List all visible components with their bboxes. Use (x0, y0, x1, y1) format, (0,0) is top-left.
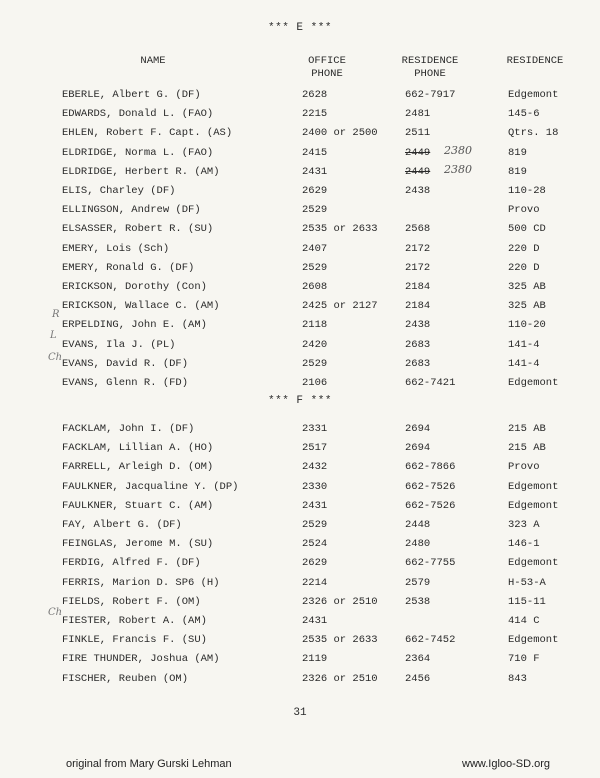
entry-residence: Edgemont (508, 557, 559, 570)
entry-name: FEINGLAS, Jerome M. (SU) (62, 538, 214, 551)
entry-name: ELDRIDGE, Norma L. (FAO) (62, 146, 214, 159)
page-number: 31 (293, 707, 307, 719)
entry-residence: Provo (508, 204, 540, 217)
directory-row (0, 319, 600, 339)
entry-office-phone: 2425 or 2127 (302, 300, 378, 313)
directory-row (0, 89, 600, 109)
entry-residence-phone: 2438 (405, 319, 431, 332)
entry-residence: 115-11 (508, 595, 546, 608)
directory-row (0, 461, 600, 481)
header-residence-phone-label: PHONE (414, 68, 446, 80)
entry-residence-phone: 2480 (405, 538, 431, 551)
entry-name: ERICKSON, Dorothy (Con) (62, 281, 207, 293)
entry-name: EMERY, Ronald G. (DF) (62, 261, 195, 274)
entry-residence: 819 (508, 146, 527, 159)
entry-residence: 110-20 (508, 319, 546, 332)
entry-residence-phone: 662-7526 (405, 480, 456, 493)
margin-note: R (52, 309, 60, 320)
entry-residence-phone: 662-7421 (405, 377, 456, 389)
entry-office-phone: 2326 or 2510 (302, 595, 378, 608)
directory-row (0, 108, 600, 128)
directory-row (0, 162, 600, 186)
entry-residence-phone: 2449 (405, 165, 431, 178)
entry-residence: 500 CD (508, 223, 546, 236)
entry-residence: 325 AB (508, 300, 546, 313)
entry-office-phone: 2431 (302, 165, 328, 178)
entry-residence-phone: 2683 (405, 357, 431, 370)
handwritten-phone-correction: 2380 (444, 162, 472, 176)
entry-office-phone: 2214 (302, 576, 328, 589)
header-office-phone (292, 55, 362, 81)
entry-office-phone: 2629 (302, 557, 328, 570)
entry-residence-phone: 662-7755 (405, 557, 456, 570)
directory-row (0, 596, 600, 616)
entry-name: FAULKNER, Stuart C. (AM) (62, 499, 214, 512)
directory-row (0, 557, 600, 577)
entry-residence: Edgemont (508, 480, 559, 493)
section-e-title: *** E *** (268, 22, 332, 34)
directory-row (0, 127, 600, 147)
entry-office-phone: 2432 (302, 461, 328, 474)
entry-residence-phone: 2579 (405, 576, 431, 589)
entry-residence-phone: 2538 (405, 595, 431, 608)
margin-note: L (50, 330, 57, 341)
entry-name: EMERY, Lois (Sch) (62, 242, 170, 255)
entry-name: FISCHER, Reuben (OM) (62, 672, 189, 685)
entry-residence-phone: 2449 (405, 146, 431, 159)
entry-office-phone: 2628 (302, 89, 328, 101)
directory-row (0, 500, 600, 520)
entry-residence: Edgemont (508, 377, 559, 389)
entry-office-phone: 2529 (302, 261, 328, 274)
entry-residence: H-53-A (508, 576, 546, 589)
margin-note: Ch (48, 607, 63, 618)
entry-residence: 414 C (508, 615, 540, 627)
entry-residence: Edgemont (508, 499, 559, 512)
directory-row (0, 481, 600, 501)
entry-residence-phone: 2172 (405, 242, 431, 255)
directory-row (0, 577, 600, 597)
entry-office-phone: 2608 (302, 281, 328, 293)
entry-residence-phone: 2438 (405, 185, 431, 197)
entry-residence-phone: 662-7452 (405, 634, 456, 647)
directory-row (0, 519, 600, 539)
entry-name: FERDIG, Alfred F. (DF) (62, 557, 201, 570)
entry-residence: 215 AB (508, 442, 546, 455)
directory-row (0, 143, 600, 167)
entry-residence: 819 (508, 165, 527, 178)
entry-name: ELDRIDGE, Herbert R. (AM) (62, 165, 220, 178)
entry-name: FIRE THUNDER, Joshua (AM) (62, 653, 220, 666)
entry-residence: Provo (508, 461, 540, 474)
entry-residence-phone: 2448 (405, 519, 431, 531)
header-residence-phone (390, 55, 470, 81)
header-name: NAME (140, 55, 166, 67)
directory-row (0, 634, 600, 654)
directory-row (0, 653, 600, 673)
entry-office-phone: 2119 (302, 653, 328, 666)
directory-row (0, 538, 600, 558)
entry-office-phone: 2535 or 2633 (302, 223, 378, 236)
entry-residence-phone: 2511 (405, 127, 431, 140)
header-residence-label: RESIDENCE (401, 55, 459, 67)
entry-office-phone: 2524 (302, 538, 328, 551)
directory-row (0, 615, 600, 635)
entry-residence-phone: 2694 (405, 423, 431, 435)
footer-credit: original from Mary Gurski Lehman (66, 758, 232, 770)
entry-office-phone: 2535 or 2633 (302, 634, 378, 647)
entry-name: ERICKSON, Wallace C. (AM) (62, 300, 220, 313)
entry-residence-phone: 2683 (405, 338, 431, 351)
margin-note: Ch (48, 352, 63, 363)
entry-office-phone: 2529 (302, 204, 328, 217)
entry-residence-phone: 2694 (405, 442, 431, 455)
entry-residence-phone: 2568 (405, 223, 431, 236)
entry-office-phone: 2400 or 2500 (302, 127, 378, 140)
entry-residence-phone: 2481 (405, 108, 431, 121)
directory-row (0, 185, 600, 205)
entry-name: ELSASSER, Robert R. (SU) (62, 223, 214, 236)
entry-name: EVANS, David R. (DF) (62, 357, 189, 370)
entry-residence: Edgemont (508, 89, 559, 101)
entry-name: EDWARDS, Donald L. (FAO) (62, 108, 214, 121)
entry-name: EVANS, Glenn R. (FD) (62, 377, 189, 389)
entry-residence-phone: 662-7526 (405, 499, 456, 512)
handwritten-phone-correction: 2380 (444, 143, 472, 157)
directory-row (0, 423, 600, 443)
entry-residence: 843 (508, 672, 527, 685)
entry-office-phone: 2118 (302, 319, 328, 332)
entry-residence-phone: 2184 (405, 281, 431, 293)
directory-row (0, 442, 600, 462)
entry-name: ELLINGSON, Andrew (DF) (62, 204, 201, 217)
entry-residence-phone: 2184 (405, 300, 431, 313)
directory-row (0, 262, 600, 282)
entry-residence: 141-4 (508, 357, 540, 370)
entry-residence: 146-1 (508, 538, 540, 551)
entry-residence: 110-28 (508, 185, 546, 197)
entry-residence-phone: 2364 (405, 653, 431, 666)
entry-residence: 215 AB (508, 423, 546, 435)
entry-office-phone: 2326 or 2510 (302, 672, 378, 685)
entry-residence-phone: 2456 (405, 672, 431, 685)
entry-residence-phone: 662-7917 (405, 89, 456, 101)
entry-name: ELIS, Charley (DF) (62, 185, 176, 197)
entry-residence: 220 D (508, 261, 540, 274)
entry-name: FACKLAM, Lillian A. (HO) (62, 442, 214, 455)
entry-office-phone: 2330 (302, 480, 328, 493)
entry-office-phone: 2215 (302, 108, 328, 121)
entry-office-phone: 2420 (302, 338, 328, 351)
entry-name: FACKLAM, John I. (DF) (62, 423, 195, 435)
directory-row (0, 673, 600, 693)
entry-residence: 145-6 (508, 108, 540, 121)
entry-residence: 220 D (508, 242, 540, 255)
entry-residence: 141-4 (508, 338, 540, 351)
entry-office-phone: 2431 (302, 615, 328, 627)
entry-residence-phone: 2172 (405, 261, 431, 274)
directory-row (0, 300, 600, 320)
entry-office-phone: 2529 (302, 357, 328, 370)
directory-row (0, 281, 600, 301)
entry-office-phone: 2415 (302, 146, 328, 159)
section-f-title: *** F *** (268, 395, 332, 407)
entry-office-phone: 2431 (302, 499, 328, 512)
entry-name: FAULKNER, Jacqualine Y. (DP) (62, 480, 239, 493)
entry-name: FAY, Albert G. (DF) (62, 519, 182, 531)
entry-office-phone: 2629 (302, 185, 328, 197)
header-residence: RESIDENCE (506, 55, 564, 67)
entry-office-phone: 2106 (302, 377, 328, 389)
entry-name: EVANS, Ila J. (PL) (62, 338, 176, 351)
entry-name: FIESTER, Robert A. (AM) (62, 615, 207, 627)
entry-name: EHLEN, Robert F. Capt. (AS) (62, 127, 233, 140)
entry-office-phone: 2517 (302, 442, 328, 455)
entry-name: FERRIS, Marion D. SP6 (H) (62, 576, 220, 589)
header-office-label: OFFICE (308, 55, 346, 67)
entry-name: EBERLE, Albert G. (DF) (62, 89, 201, 101)
entry-office-phone: 2407 (302, 242, 328, 255)
directory-row (0, 339, 600, 359)
directory-row (0, 358, 600, 378)
entry-residence: Qtrs. 18 (508, 127, 559, 140)
directory-row (0, 243, 600, 263)
entry-name: FINKLE, Francis F. (SU) (62, 634, 207, 647)
entry-residence: 710 F (508, 653, 540, 666)
directory-row (0, 204, 600, 224)
footer-website: www.Igloo-SD.org (462, 758, 551, 770)
entry-name: FARRELL, Arleigh D. (OM) (62, 461, 214, 474)
entry-office-phone: 2331 (302, 423, 328, 435)
entry-name: FIELDS, Robert F. (OM) (62, 595, 201, 608)
entry-name: ERPELDING, John E. (AM) (62, 319, 207, 332)
entry-residence: Edgemont (508, 634, 559, 647)
entry-residence: 325 AB (508, 281, 546, 293)
entry-residence-phone: 662-7866 (405, 461, 456, 474)
header-office-phone-label: PHONE (311, 68, 343, 80)
entry-residence: 323 A (508, 519, 540, 531)
directory-row (0, 377, 600, 397)
entry-office-phone: 2529 (302, 519, 328, 531)
directory-row (0, 223, 600, 243)
